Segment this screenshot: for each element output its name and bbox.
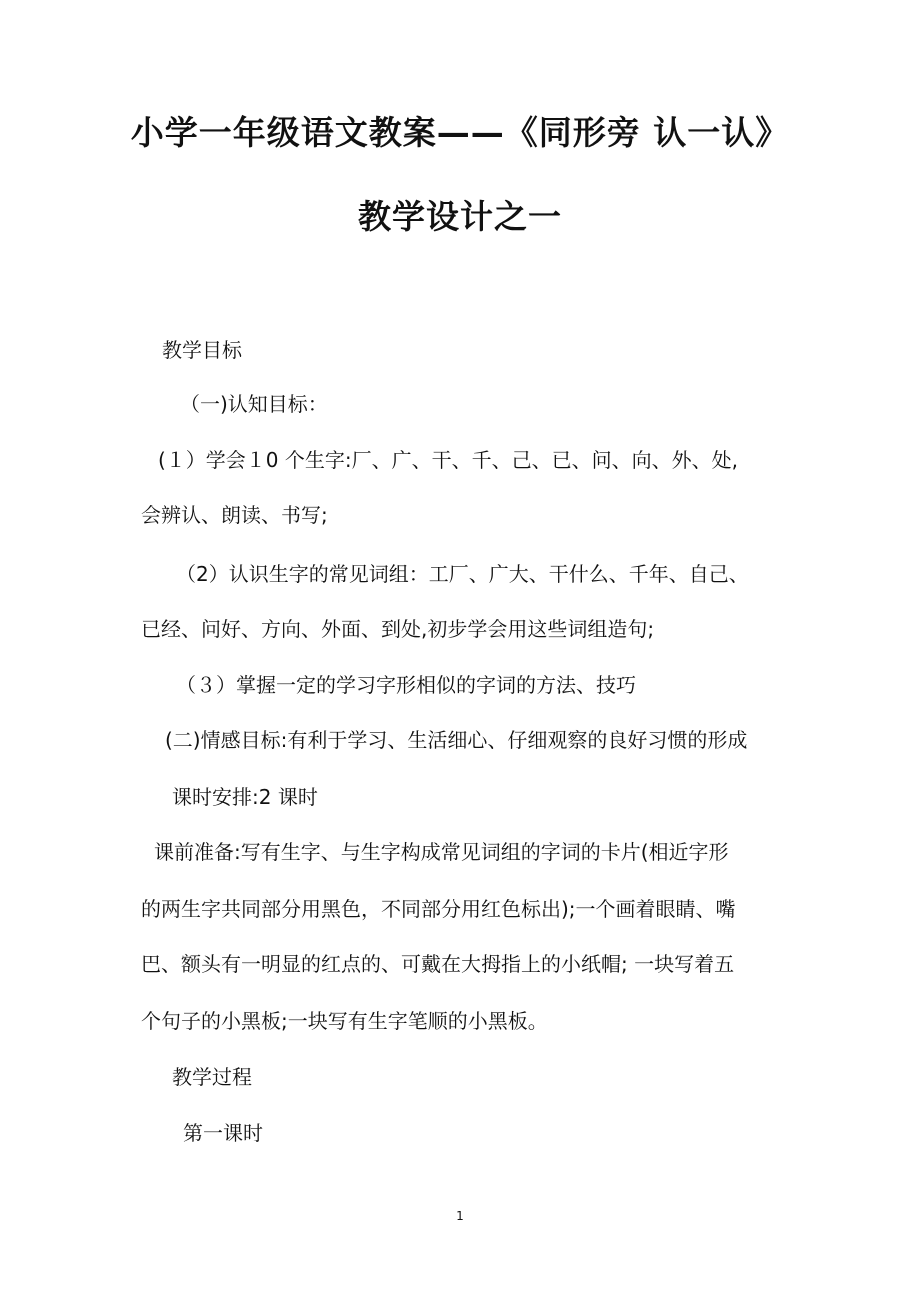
paragraph-line: (１）学会１0 个生字:厂、广、干、千、己、已、问、向、外、处, <box>158 448 738 472</box>
section-heading-teaching-process: 教学过程 <box>172 1065 252 1089</box>
paragraph-line: 个句子的小黑板;一块写有生字笔顺的小黑板。 <box>141 1009 548 1033</box>
document-title-line-2: 教学设计之一 <box>358 197 562 236</box>
paragraph-line: 会辨认、朗读、书写; <box>141 503 328 527</box>
paragraph-line: 已经、问好、方向、外面、到处,初步学会用这些词组造句; <box>141 617 655 641</box>
paragraph-line: （３）掌握一定的学习字形相似的字词的方法、技巧 <box>176 673 636 697</box>
subheading-first-lesson: 第一课时 <box>183 1121 263 1145</box>
subheading-emotional-goals: (二)情感目标:有利于学习、生活细心、仔细观察的良好习惯的形成 <box>165 728 748 752</box>
class-schedule-line: 课时安排:2 课时 <box>172 785 318 809</box>
section-heading-teaching-goals: 教学目标 <box>162 338 242 362</box>
page-number: 1 <box>456 1209 464 1223</box>
subheading-cognitive-goals: （一)认知目标： <box>180 392 328 416</box>
paragraph-line: 的两生字共同部分用黑色，不同部分用红色标出);一个画着眼睛、嘴 <box>141 897 736 921</box>
paragraph-line: 巴、额头有一明显的红点的、可戴在大拇指上的小纸帽; 一块写着五 <box>141 952 735 976</box>
paragraph-line: （2）认识生字的常见词组：工厂、广大、干什么、千年、自己、 <box>176 562 749 586</box>
document-title-line-1: 小学一年级语文教案——《同形旁 认一认》 <box>130 113 790 152</box>
paragraph-line: 课前准备:写有生字、与生字构成常见词组的字词的卡片(相近字形 <box>154 840 729 864</box>
